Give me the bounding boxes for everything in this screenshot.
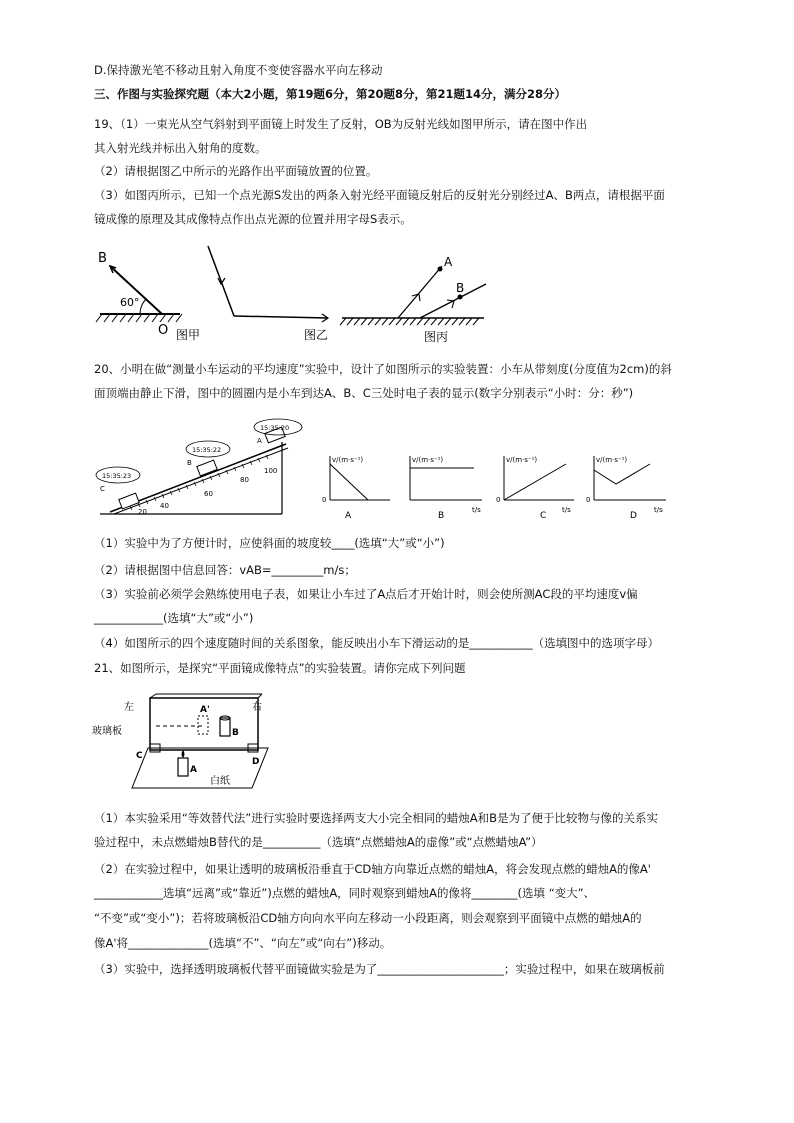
graph-b (410, 456, 482, 520)
jia-caption: 图甲 (176, 328, 201, 342)
q19-line2: 其入射光线并标出入射角的度数。 (94, 141, 267, 155)
time-c: 15:35:23 (102, 472, 132, 480)
graph-c (496, 456, 574, 520)
graph-b-ylabel: v/(m·s⁻¹) (412, 456, 444, 464)
graph-a-origin: 0 (322, 496, 327, 504)
jia-angle: 60° (120, 296, 140, 309)
q20-line1: 20、小明在做“测量小车运动的平均速度”实验中，设计了如图所示的实验装置：小车从带刻度(分度值为2cm)的斜 (94, 362, 672, 376)
time-a: 15:35:20 (260, 424, 290, 432)
label-a: A (190, 765, 197, 775)
section3-heading: 三、作图与实验探究题（本大2小题，第19题6分，第20题8分，第21题14分，满分28分） (94, 87, 567, 101)
label-b: B (187, 459, 192, 467)
q20-q1: （1）实验中为了方便计时，应使斜面的坡度较____(选填“大”或“小”) (94, 536, 445, 550)
label-a: A (257, 437, 262, 445)
label-left: 左 (124, 702, 134, 713)
q21-intro: 21、如图所示，是探究“平面镜成像特点”的实验装置。请你完成下列问题 (94, 661, 466, 675)
label-glass: 玻璃板 (92, 726, 122, 737)
graph-c-name: C (540, 511, 547, 520)
q19-line5: 镜成像的原理及其成像特点作出点光源的位置并用字母S表示。 (94, 212, 412, 226)
option-d: D.保持激光笔不移动且射入角度不变使容器水平向左移动 (94, 63, 383, 77)
graph-a (322, 456, 390, 520)
q20-q3a: （3）实验前必须学会熟练使用电子表，如果让小车过了A点后才开始计时，则会使所测AC段的平均速度v偏 (94, 587, 638, 601)
yi-caption: 图乙 (304, 328, 329, 342)
graph-a-ylabel: v/(m·s⁻¹) (332, 456, 364, 464)
q21-p1b: 验过程中，未点燃蜡烛B替代的是__________（选填“点燃蜡烛A的虚像”或“点燃蜡烛A”） (94, 835, 543, 849)
q21-p2d: 像A'将______________(选填“不”、“向左”或“向右”)移动。 (94, 936, 392, 950)
tick-80: 80 (240, 476, 249, 484)
q20-q2: （2）请根据图中信息回答：vAB=_________m/s； (94, 563, 356, 577)
q20-figures (90, 418, 680, 520)
incline-apparatus (96, 419, 302, 516)
q19-line4: （3）如图丙所示，已知一个点光源S发出的两条入射光经平面镜反射后的反射光分别经过A、B两点，请根据平面 (94, 188, 665, 202)
graph-d-origin: 0 (586, 496, 591, 504)
tick-20: 20 (138, 508, 147, 516)
graph-d-xlabel: t/s (654, 506, 663, 514)
q21-figure (92, 690, 292, 795)
label-b: B (232, 728, 239, 738)
graph-a-name: A (345, 511, 352, 520)
jia-label-b: B (98, 251, 107, 266)
graph-c-origin: 0 (496, 496, 501, 504)
tick-100: 100 (264, 467, 278, 475)
bing-caption: 图丙 (424, 330, 449, 344)
figure-yi (208, 246, 328, 342)
tick-60: 60 (204, 490, 213, 498)
q19-figures (90, 238, 510, 348)
q21-p2c: “不变”或“变小”)；若将玻璃板沿CD轴方向向水平向左移动一小段距离，则会观察到平面镜中点燃的蜡烛A的 (94, 911, 642, 925)
label-c: C (100, 485, 105, 493)
graph-d-ylabel: v/(m·s⁻¹) (596, 456, 628, 464)
graph-d-name: D (630, 511, 637, 520)
q19-line3: （2）请根据图乙中所示的光路作出平面镜放置的位置。 (94, 164, 378, 178)
q20-q4: （4）如图所示的四个速度随时间的关系图象，能反映出小车下滑运动的是___________（选填图中的选项字母） (94, 636, 660, 650)
q21-p1a: （1）本实验采用“等效替代法”进行实验时要选择两支大小完全相同的蜡烛A和B是为了便于比较物与像的关系实 (94, 811, 658, 825)
label-d: D (252, 757, 260, 767)
label-a-prime: A' (200, 705, 210, 715)
bing-label-a: A (444, 255, 453, 269)
q21-p3: （3）实验中，选择透明玻璃板代替平面镜做实验是为了______________________；实验过程中，如果在玻璃板前 (94, 962, 665, 976)
graph-d (586, 456, 666, 520)
q21-p2a: （2）在实验过程中，如果让透明的玻璃板沿垂直于CD轴方向靠近点燃的蜡烛A，将会发现点燃的蜡烛A的像A' (94, 862, 651, 876)
q19-line1: 19、（1）一束光从空气斜射到平面镜上时发生了反射，OB为反射光线如图甲所示，请在图中作出 (94, 117, 588, 131)
label-paper: 白纸 (210, 776, 230, 787)
q20-line2: 面顶端由静止下滑，图中的圆圈内是小车到达A、B、C三处时电子表的显示(数字分别表示“小时：分：秒”) (94, 386, 634, 400)
graph-c-xlabel: t/s (562, 506, 571, 514)
q20-q3b: ____________(选填“大”或“小”) (94, 611, 254, 625)
figure-bing (340, 255, 486, 344)
time-b: 15:35:22 (192, 446, 222, 454)
graph-c-ylabel: v/(m·s⁻¹) (506, 456, 538, 464)
bing-label-b: B (456, 281, 465, 295)
label-c: C (136, 751, 143, 761)
jia-label-o: O (158, 323, 169, 338)
label-right: 右 (252, 702, 262, 713)
q21-p2b: ____________选填“远离”或“靠近”)点燃的蜡烛A，同时观察到蜡烛A的像将________(选填 “变大”、 (94, 886, 596, 900)
graph-b-name: B (438, 511, 445, 520)
figure-jia (96, 251, 200, 342)
tick-40: 40 (160, 502, 169, 510)
graph-b-xlabel: t/s (472, 506, 481, 514)
